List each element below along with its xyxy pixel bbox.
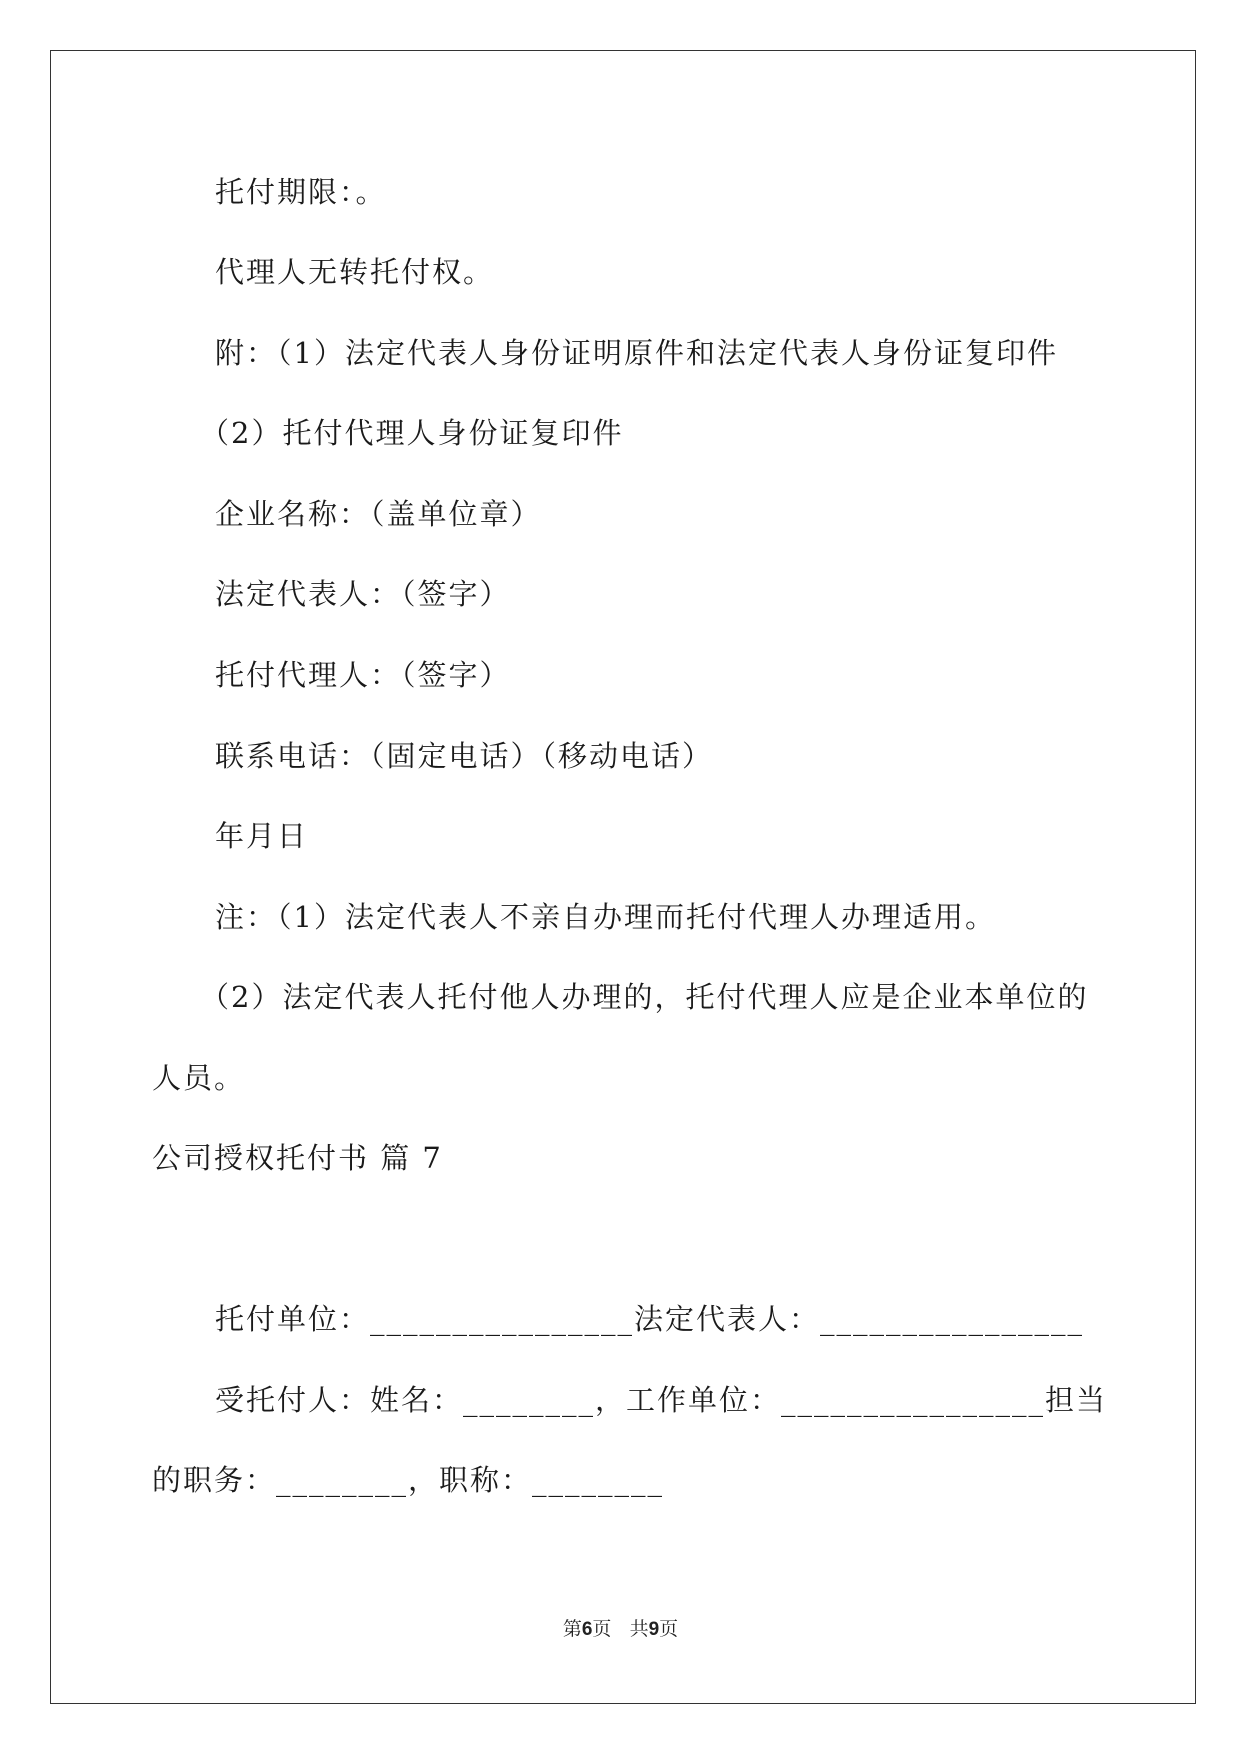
total-suffix: 页 bbox=[659, 1618, 679, 1640]
text-line-phone: 联系电话：（固定电话）（移动电话） bbox=[215, 739, 714, 773]
text-line-deadline: 托付期限：。 bbox=[215, 175, 387, 209]
text-line-date: 年月日 bbox=[215, 819, 309, 853]
page-current: 6 bbox=[581, 1619, 593, 1640]
text-line-attachment-1: 附：（1）法定代表人身份证明原件和法定代表人身份证复印件 bbox=[215, 336, 1058, 370]
text-line-note-2-cont: 人员。 bbox=[152, 1061, 246, 1095]
text-line-attachment-2: （2）托付代理人身份证复印件 bbox=[200, 416, 624, 450]
text-line-company-name: 企业名称：（盖单位章） bbox=[215, 497, 542, 531]
text-line-legal-rep: 法定代表人：（签字） bbox=[215, 577, 511, 611]
text-line-delegatee-cont: 的职务：________，职称：________ bbox=[152, 1463, 665, 1497]
page-prefix: 第 bbox=[562, 1618, 582, 1640]
page-total: 9 bbox=[648, 1619, 660, 1640]
text-line-note-2: （2）法定代表人托付他人办理的，托付代理人应是企业本单位的 bbox=[200, 980, 1089, 1014]
text-line-note-1: 注：（1）法定代表人不亲自办理而托付代理人办理适用。 bbox=[215, 900, 996, 934]
section-heading: 公司授权托付书 篇 7 bbox=[152, 1141, 443, 1175]
text-line-delegatee: 受托付人：姓名：________，工作单位：________________担当 bbox=[215, 1383, 1108, 1417]
page-footer bbox=[0, 1617, 1241, 1642]
total-prefix: 共 bbox=[629, 1618, 649, 1640]
text-line-agent: 托付代理人：（签字） bbox=[215, 658, 511, 692]
text-line-delegating-unit: 托付单位：________________法定代表人：________________ bbox=[215, 1302, 1085, 1336]
page-border bbox=[50, 50, 1196, 1704]
text-line-no-subdelegation: 代理人无转托付权。 bbox=[215, 255, 495, 289]
page-suffix: 页 bbox=[592, 1618, 612, 1640]
